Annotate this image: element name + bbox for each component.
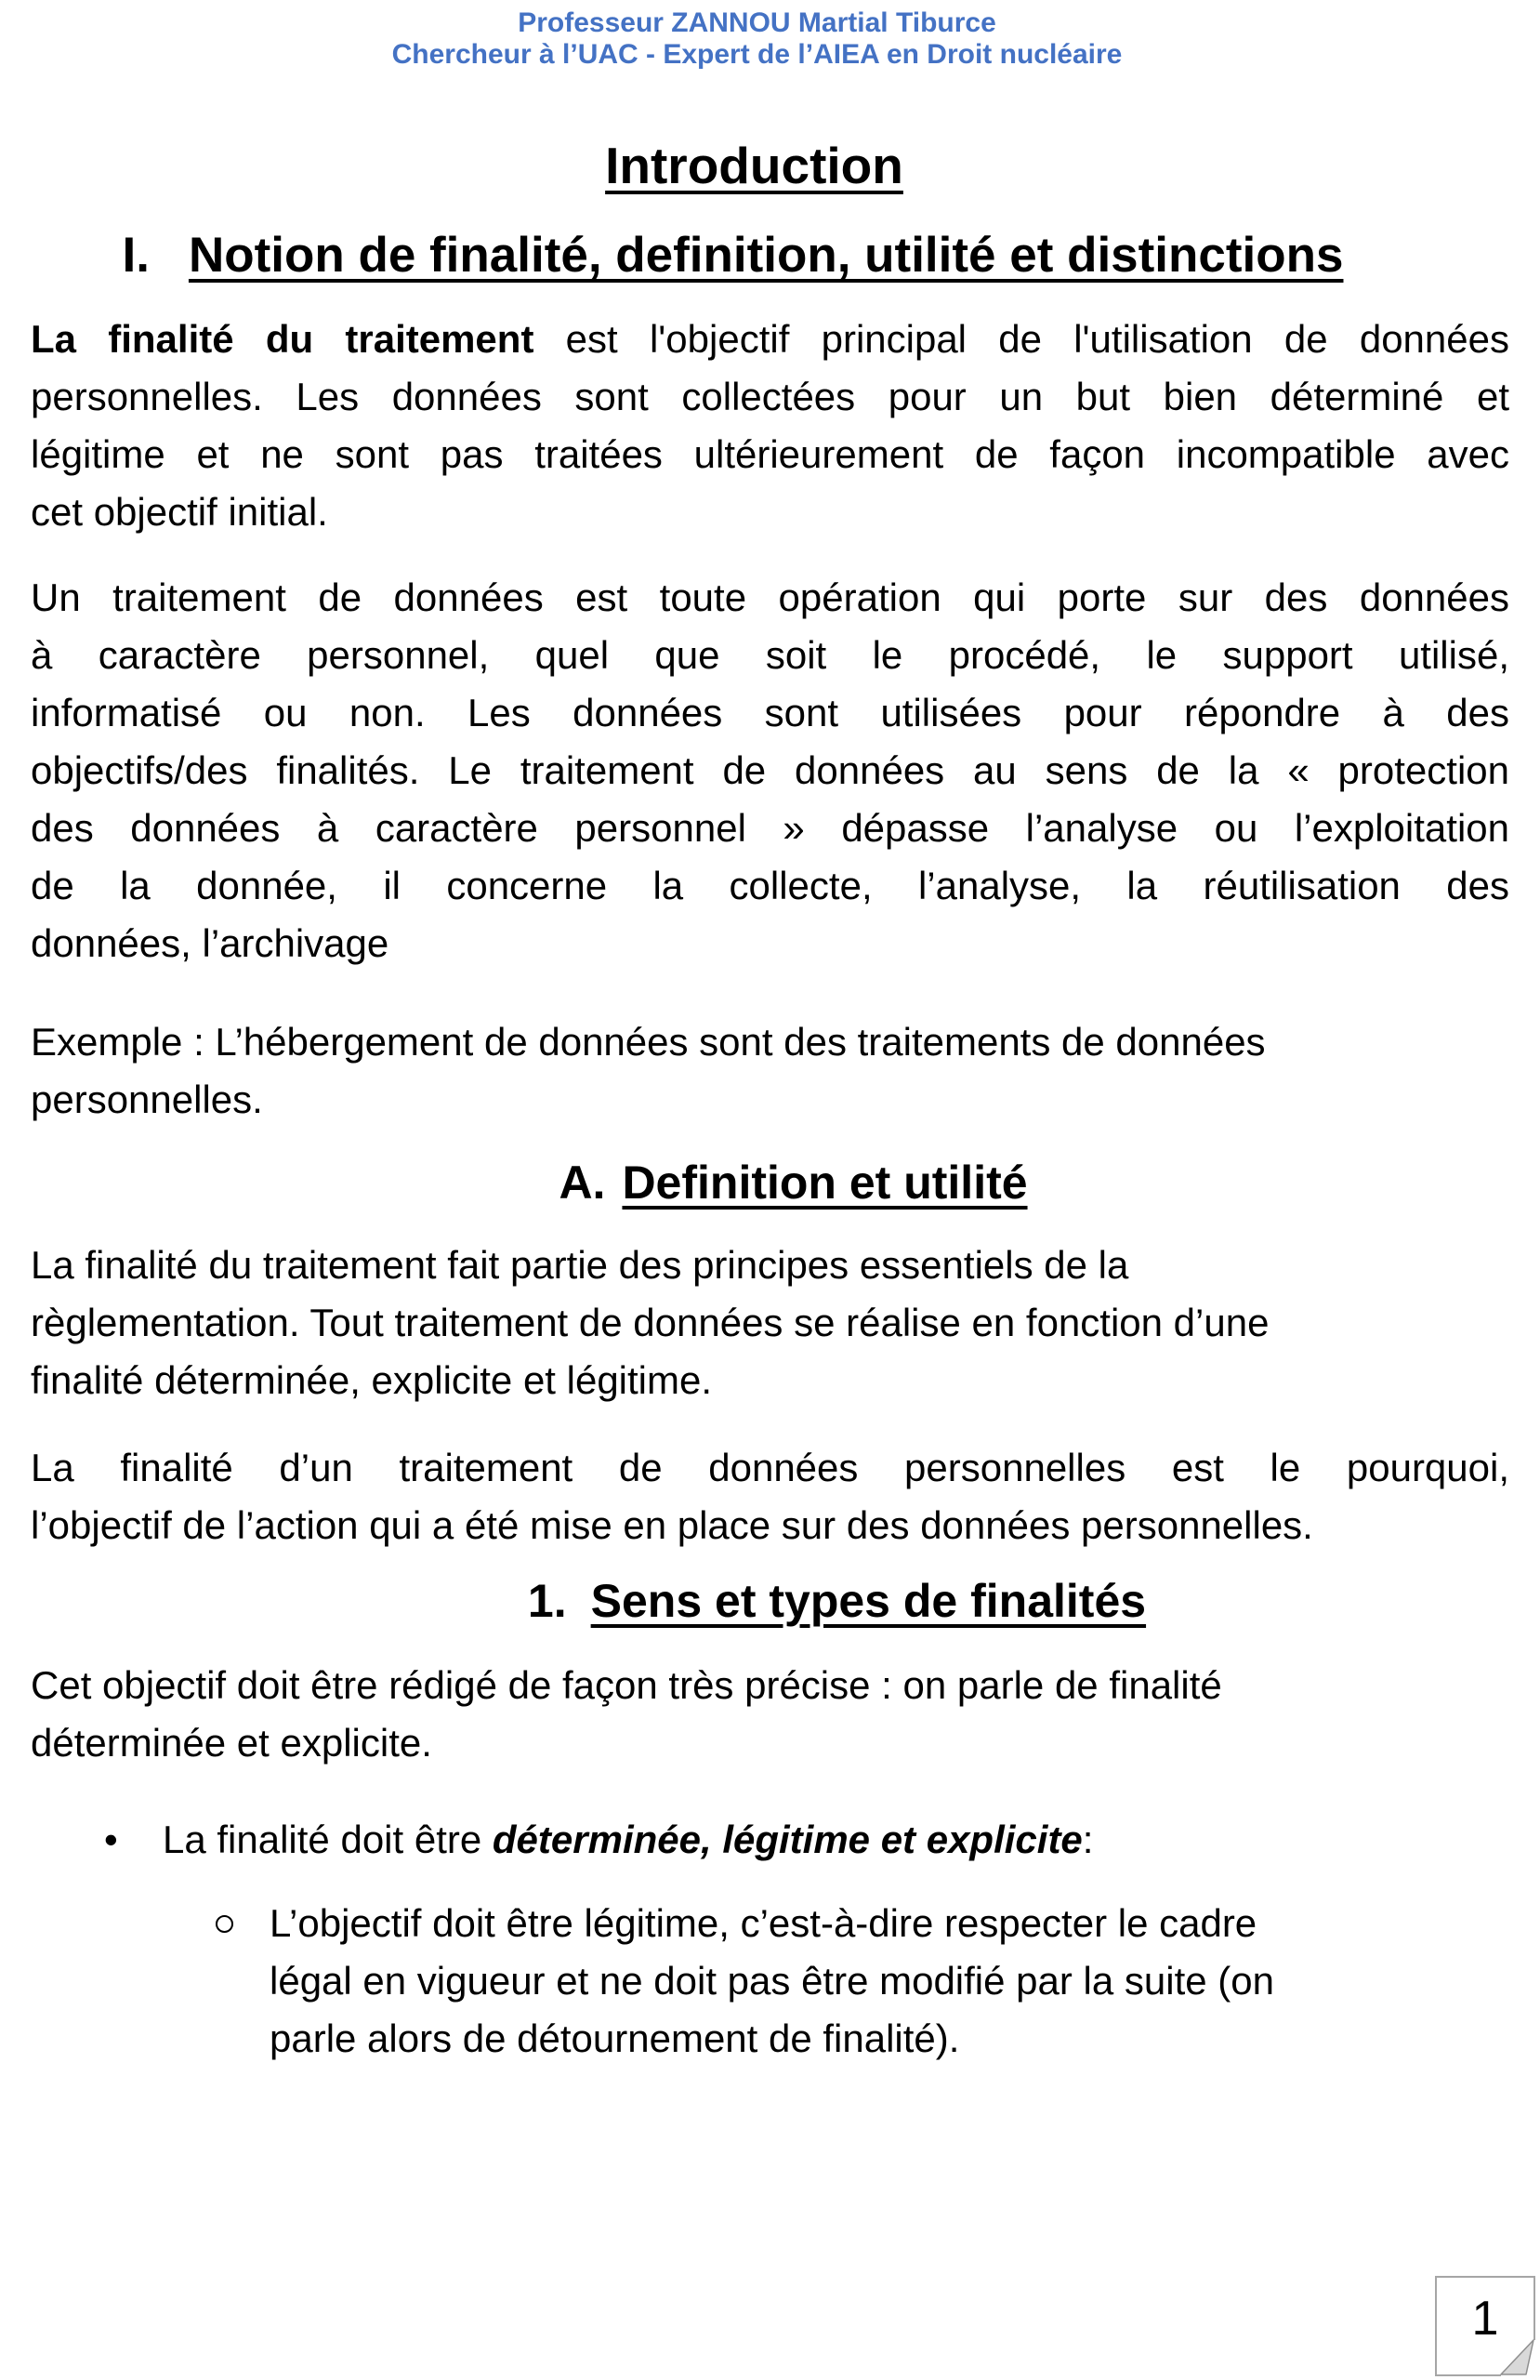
text-line: à caractère personnel, quel que soit le procédé, le support utilisé,: [31, 633, 1509, 677]
section-number: I.: [122, 228, 150, 283]
text-line: de la donnée, il concerne la collecte, l’analyse, la réutilisation des: [31, 864, 1509, 907]
paragraph-3: [31, 1013, 1509, 1129]
sub-bullet-marker: [212, 1895, 270, 2068]
text-line: personnelles.: [31, 1078, 263, 1121]
section-number: 1.: [527, 1575, 567, 1627]
text-line: Cet objectif doit être rédigé de façon très précise : on parle de finalité: [31, 1663, 1222, 1707]
document-title: Introduction: [605, 137, 903, 194]
text-line: L’objectif doit être légitime, c’est-à-dire respecter le cadre: [270, 1901, 1257, 1945]
text-line: légitime et ne sont pas traitées ultérieurement de façon incompatible avec: [31, 432, 1509, 476]
section-label: Sens et types de finalités: [590, 1575, 1147, 1627]
page-number: 1: [1471, 2292, 1499, 2346]
text-line: données, l’archivage: [31, 921, 389, 965]
bullet-marker: •: [104, 1818, 118, 1861]
section-label: Definition et utilité: [622, 1157, 1028, 1209]
text-line: objectifs/des finalités. Le traitement de données au sens de la « protection: [31, 748, 1509, 792]
text-line: cet objectif initial.: [31, 490, 328, 534]
section-label: Notion de finalité, definition, utilité et distinctions: [188, 228, 1344, 283]
bold-lead: La finalité du traitement: [31, 317, 534, 361]
circle-bullet-icon: [216, 1915, 233, 1933]
text-line: La finalité d’un traitement de données personnelles est le pourquoi,: [31, 1446, 1509, 1489]
text-line: La finalité du traitement est l'objectif principal de l'utilisation de données: [31, 317, 1509, 361]
section-heading-A: [54, 1157, 1533, 1209]
header-author-line: Professeur ZANNOU Martial Tiburce: [518, 7, 996, 38]
section-heading-1: [98, 1575, 1540, 1627]
text-line: finalité déterminée, explicite et légitime.: [31, 1358, 713, 1402]
bullet-item: [104, 1811, 1509, 1869]
text-line: Exemple : L’hébergement de données sont des traitements de données: [31, 1020, 1266, 1064]
page-number-box: [1434, 2275, 1536, 2377]
paragraph-1: [31, 311, 1509, 541]
header-affiliation-line: Chercheur à l’UAC - Expert de l’AIEA en Droit nucléaire: [391, 39, 1123, 70]
sub-bullet-item: [212, 1895, 1509, 2068]
bullet-text: La finalité doit être déterminée, légitime et explicite:: [163, 1818, 1094, 1861]
paragraph-6: [31, 1657, 1509, 1772]
text-line: légal en vigueur et ne doit pas être modifié par la suite (on: [270, 1959, 1274, 2003]
paragraph-5: [31, 1439, 1509, 1554]
text-line: Un traitement de données est toute opération qui porte sur des données: [31, 575, 1509, 619]
text-line: informatisé ou non. Les données sont utilisées pour répondre à des: [31, 691, 1509, 734]
bullet-emphasis: déterminée, légitime et explicite: [492, 1818, 1083, 1861]
text-line: personnelles. Les données sont collectées pour un but bien déterminé et: [31, 375, 1509, 418]
section-number: A.: [559, 1157, 606, 1209]
text-line: parle alors de détournement de finalité).: [270, 2016, 960, 2060]
text-line: l’objectif de l’action qui a été mise en place sur des données personnelles.: [31, 1503, 1313, 1547]
text-line: La finalité du traitement fait partie des principes essentiels de la: [31, 1243, 1129, 1287]
paragraph-2: [31, 569, 1509, 972]
text-line: déterminée et explicite.: [31, 1721, 432, 1765]
section-heading-I: [0, 229, 1472, 283]
document-header: [18, 7, 1496, 71]
sub-bullet-text: [270, 1895, 1274, 2068]
text-line: des données à caractère personnel » dépasse l’analyse ou l’exploitation: [31, 806, 1509, 850]
text-line: règlementation. Tout traitement de données se réalise en fonction d’une: [31, 1301, 1270, 1344]
paragraph-4: [31, 1236, 1509, 1409]
